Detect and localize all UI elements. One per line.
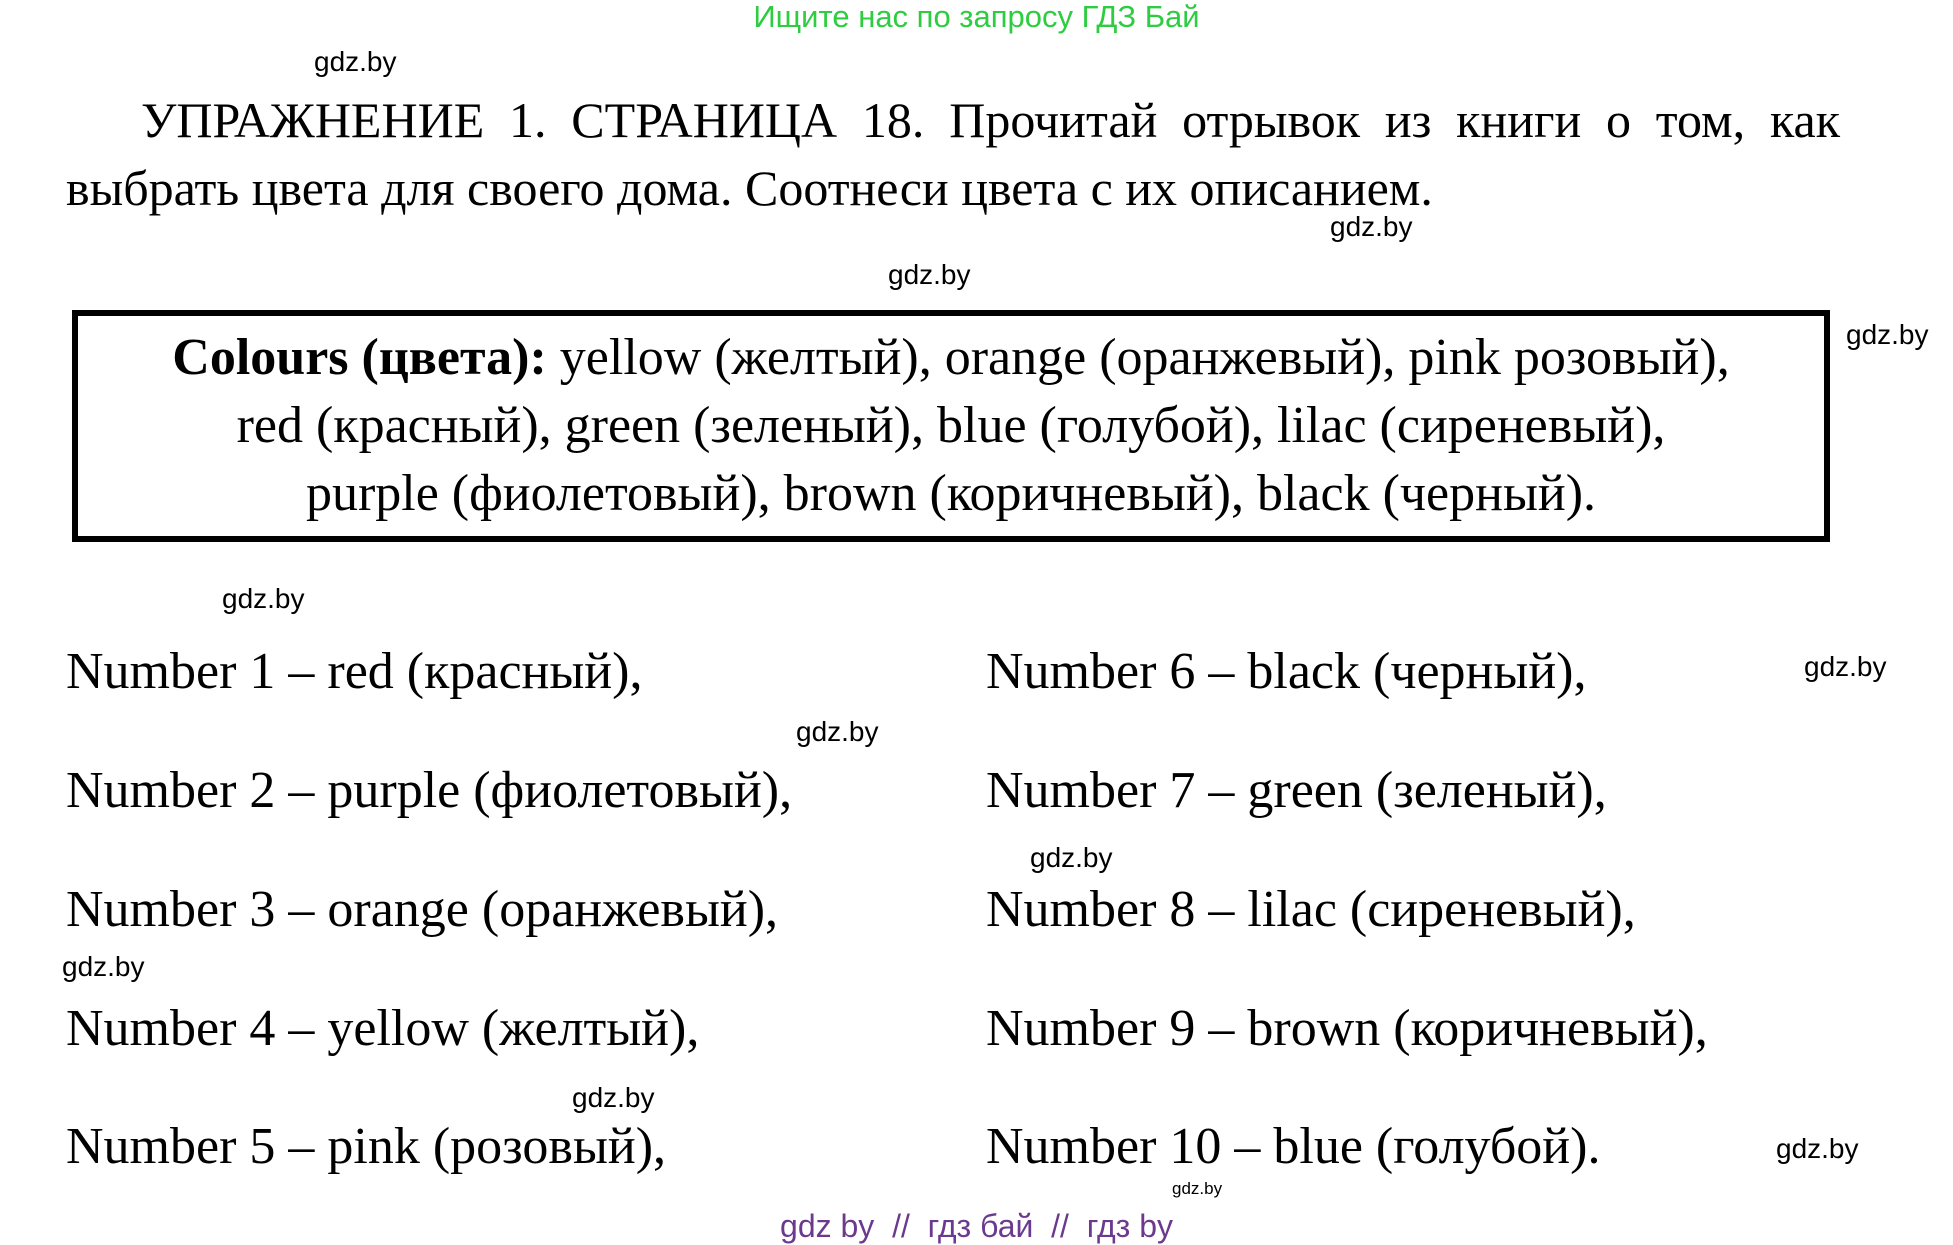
watermark: gdz.by xyxy=(888,259,971,290)
answer-number-6: Number 6 – black (черный), xyxy=(986,643,1587,700)
watermark: gdz.by xyxy=(1776,1133,1859,1164)
watermark: gdz.by xyxy=(1330,211,1413,242)
colours-box-text xyxy=(72,324,1830,528)
answer-number-4: Number 4 – yellow (желтый), xyxy=(66,1000,700,1057)
watermark: gdz.by xyxy=(1030,842,1113,873)
watermark: gdz.by xyxy=(1804,651,1887,682)
search-banner: Ищите нас по запросу ГДЗ Бай xyxy=(753,0,1200,34)
answer-number-7: Number 7 – green (зеленый), xyxy=(986,762,1607,819)
watermark: gdz.by xyxy=(222,583,305,614)
watermark: gdz.by xyxy=(314,46,397,77)
watermark: gdz.by xyxy=(572,1082,655,1113)
colours-line-3: purple (фиолетовый), brown (коричневый), black (черный). xyxy=(305,465,1597,522)
colours-heading: Colours (цвета): xyxy=(172,329,547,386)
answer-number-8: Number 8 – lilac (сиреневый), xyxy=(986,881,1636,938)
site-footer: gdz by // гдз бай // гдз by xyxy=(780,1208,1173,1244)
answer-number-5: Number 5 – pink (розовый), xyxy=(66,1118,667,1175)
answer-number-9: Number 9 – brown (коричневый), xyxy=(986,1000,1708,1057)
colours-line-2: red (красный), green (зеленый), blue (голубой), lilac (сиреневый), xyxy=(236,397,1666,454)
watermark: gdz.by xyxy=(1846,319,1929,350)
answer-number-1: Number 1 – red (красный), xyxy=(66,643,643,700)
answer-number-2: Number 2 – purple (фиолетовый), xyxy=(66,762,793,819)
watermark: gdz.by xyxy=(796,716,879,747)
colours-line-1-text: yellow (желтый), orange (оранжевый), pink розовый), xyxy=(546,329,1730,386)
exercise-instructions: УПРАЖНЕНИЕ 1. СТРАНИЦА 18. Прочитай отрывок из книги о том, как выбрать цвета для своего дома. Соотнеси цвета с их описанием. xyxy=(66,92,1840,216)
answer-number-10: Number 10 – blue (голубой). xyxy=(986,1118,1601,1175)
watermark: gdz.by xyxy=(62,951,145,982)
colours-line-1 xyxy=(72,324,1830,392)
answer-number-3: Number 3 – orange (оранжевый), xyxy=(66,881,779,938)
watermark: gdz.by xyxy=(1172,1179,1223,1198)
